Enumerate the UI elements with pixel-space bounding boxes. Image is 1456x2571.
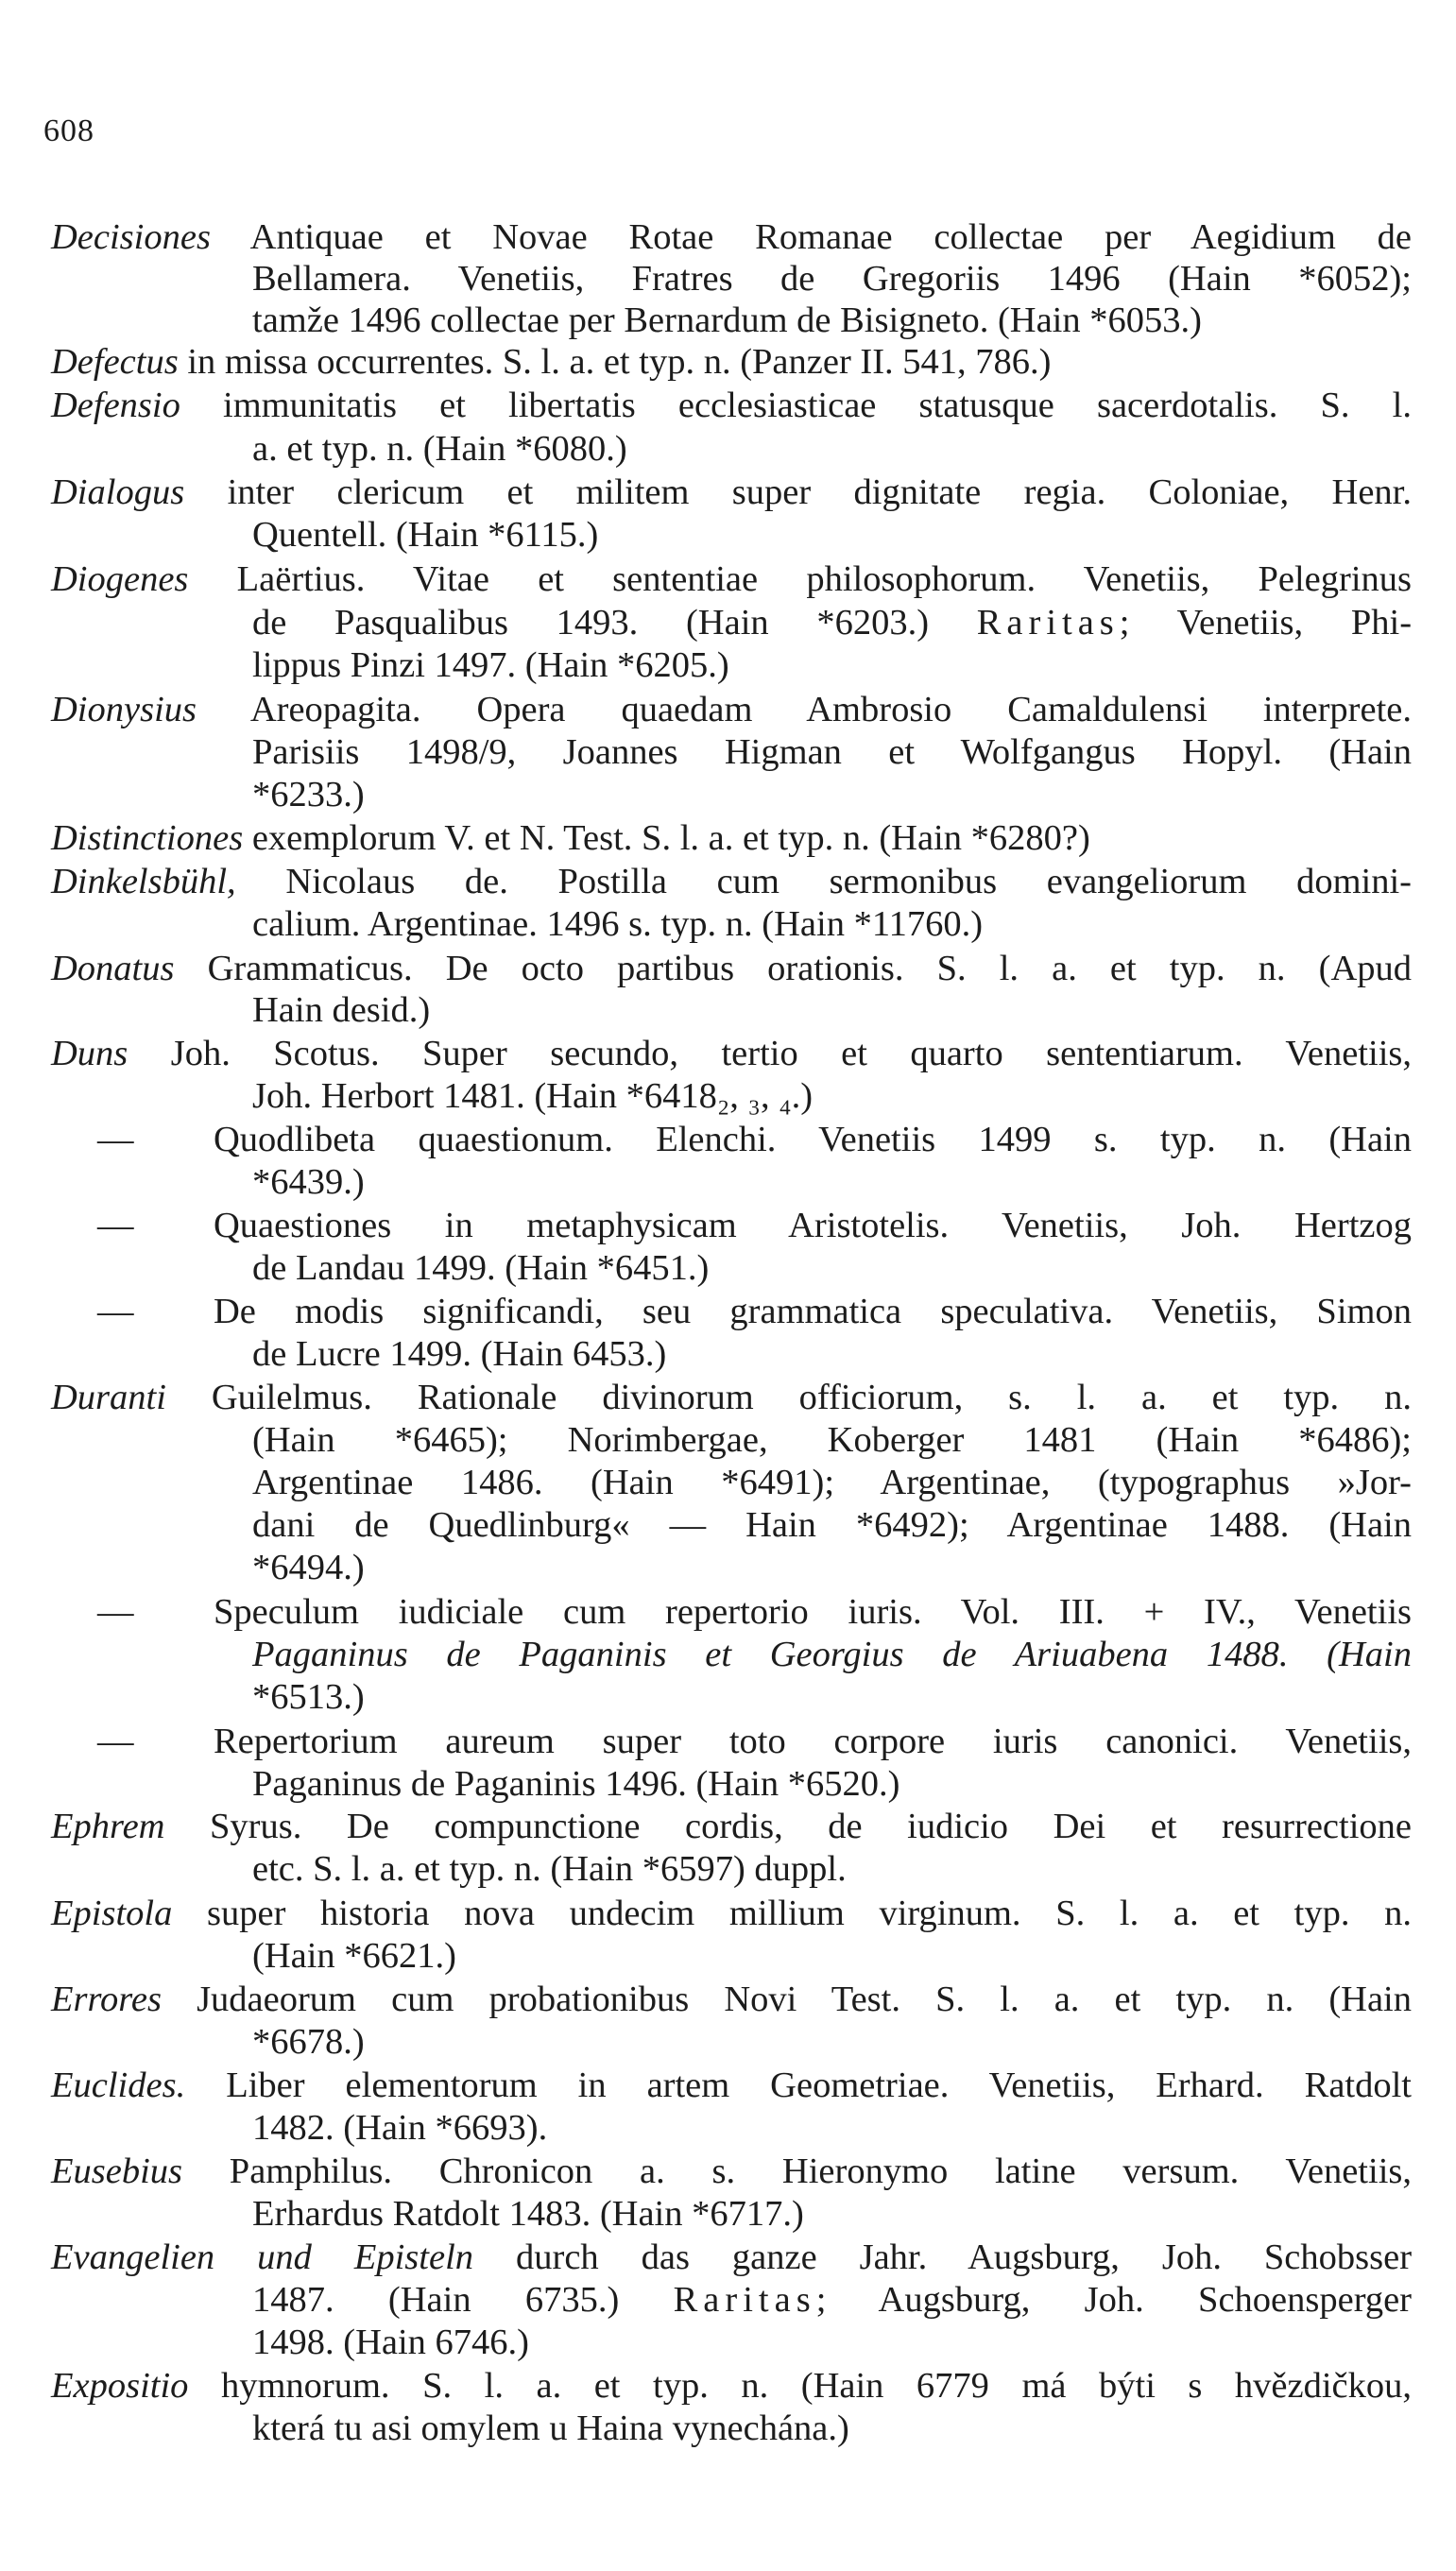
entry-text: Pamphilus. Chronicon a. s. Hieronymo latine versum. Venetiis, — [229, 2151, 1412, 2191]
entry-line: Speculum iudiciale cum repertorio iuris. Vol. III. + IV., Venetiis — [214, 1592, 1412, 1632]
entry-heading: Donatus — [51, 949, 175, 988]
entry-line: Erhardus Ratdolt 1483. (Hain *6717.) — [252, 2194, 804, 2234]
entry-text: Guilelmus. Rationale divinorum officiorum, s. l. a. et typ. n. — [211, 1378, 1412, 1417]
entry-heading: Dialogus — [51, 472, 185, 512]
entry-line — [252, 601, 1412, 644]
entry-first-line — [51, 947, 1412, 990]
entry-heading: Eusebius — [51, 2151, 183, 2191]
entry-line: *6233.) — [252, 775, 365, 814]
entry-line: 1498. (Hain 6746.) — [252, 2322, 529, 2362]
entry-heading: Duns — [51, 1034, 128, 1073]
entry-first-line — [51, 1892, 1412, 1935]
entry-heading: Diogenes — [51, 559, 189, 599]
entry-text: Liber elementorum in artem Geometriae. Venetiis, Erhard. Ratdolt — [226, 2065, 1413, 2105]
entry-line: dani de Quedlinburg« — Hain *6492); Argentinae 1488. (Hain — [252, 1505, 1412, 1545]
entry-text: Judaeorum cum probationibus Novi Test. S. l. a. et typ. n. (Hain — [197, 1980, 1413, 2019]
entry-line: tamže 1496 collectae per Bernardum de Bisigneto. (Hain *6053.) — [252, 300, 1202, 340]
entry-line: Paganinus de Paganinis 1496. (Hain *6520.) — [252, 1764, 900, 1804]
entry-first-line — [51, 1032, 1412, 1075]
entry-heading: Evangelien und Episteln — [51, 2237, 474, 2277]
entry-line: De modis significandi, seu grammatica speculativa. Venetiis, Simon — [214, 1292, 1412, 1331]
entry-first-line — [51, 2364, 1412, 2408]
raritas-mark: Raritas — [976, 603, 1120, 643]
entry-heading: Expositio — [51, 2366, 189, 2406]
entry-first-line — [51, 816, 1090, 860]
entry-first-line — [51, 384, 1412, 427]
entry-line: calium. Argentinae. 1496 s. typ. n. (Hain *11760.) — [252, 904, 984, 944]
entry-line: a. et typ. n. (Hain *6080.) — [252, 429, 627, 469]
entry-first-line — [51, 688, 1412, 731]
entry-line: *6439.) — [252, 1162, 365, 1202]
entry-heading: Ephrem — [51, 1807, 165, 1846]
ditto-dash: — — [97, 1206, 134, 1245]
entry-text: ; Augsburg, Joh. Schoensperger — [815, 2280, 1412, 2320]
entry-first-line — [51, 471, 1412, 514]
entry-line: *6494.) — [252, 1548, 365, 1587]
entry-line: *6678.) — [252, 2022, 365, 2062]
entry-line: Bellamera. Venetiis, Fratres de Gregoriis 1496 (Hain *6052); — [252, 259, 1412, 299]
entry-line: Quodlibeta quaestionum. Elenchi. Venetiis 1499 s. typ. n. (Hain — [214, 1120, 1412, 1159]
entry-line: Parisiis 1498/9, Joannes Higman et Wolfgangus Hopyl. (Hain — [252, 732, 1412, 772]
entry-text: in missa occurrentes. S. l. a. et typ. n. (Panzer II. 541, 786.) — [187, 342, 1052, 382]
entry-text: Nicolaus de. Postilla cum sermonibus evangeliorum domini- — [285, 862, 1412, 901]
entry-text: Joh. Scotus. Super secundo, tertio et quarto sententiarum. Venetiis, — [170, 1034, 1412, 1073]
entry-line: lippus Pinzi 1497. (Hain *6205.) — [252, 645, 729, 685]
entry-line: (Hain *6465); Norimbergae, Koberger 1481 (Hain *6486); — [252, 1420, 1412, 1460]
ditto-dash: — — [97, 1292, 134, 1331]
entry-text: immunitatis et libertatis ecclesiasticae statusque sacerdotalis. S. l. — [223, 386, 1412, 425]
entry-heading: Errores — [51, 1980, 162, 2019]
entry-line: Quaestiones in metaphysicam Aristotelis. Venetiis, Joh. Hertzog — [214, 1206, 1412, 1245]
entry-first-line — [51, 340, 1051, 384]
entry-text: hymnorum. S. l. a. et typ. n. (Hain 6779 má býti s hvězdičkou, — [220, 2366, 1413, 2406]
entry-line: etc. S. l. a. et typ. n. (Hain *6597) duppl. — [252, 1849, 847, 1889]
entry-line: Joh. Herbort 1481. (Hain *6418₂, ₃, ₄.) — [252, 1076, 814, 1116]
entry-text: inter clericum et militem super dignitate regia. Coloniae, Henr. — [227, 472, 1413, 512]
entry-first-line — [51, 2150, 1412, 2193]
ditto-dash: — — [97, 1120, 134, 1159]
entry-text: super historia nova undecim millium virginum. S. l. a. et typ. n. — [207, 1894, 1412, 1933]
entry-line: *6513.) — [252, 1677, 365, 1717]
entry-first-line — [51, 2064, 1412, 2107]
entry-text: Laërtius. Vitae et sententiae philosophorum. Venetiis, Pelegrinus — [236, 559, 1413, 599]
entry-heading: Epistola — [51, 1894, 173, 1933]
entry-heading: Dinkelsbühl, — [51, 862, 236, 901]
entry-text: exemplorum V. et N. Test. S. l. a. et typ. n. (Hain *6280?) — [251, 818, 1090, 858]
entry-heading: Dionysius — [51, 690, 197, 729]
entry-line: (Hain *6621.) — [252, 1936, 456, 1976]
entry-first-line — [51, 1805, 1412, 1848]
entry-text: Antiquae et Novae Rotae Romanae collectae per Aegidium de — [249, 217, 1412, 257]
entry-line: Hain desid.) — [252, 990, 431, 1030]
entry-first-line — [51, 1376, 1412, 1419]
entry-line: de Landau 1499. (Hain *6451.) — [252, 1248, 710, 1288]
raritas-mark: Raritas — [673, 2280, 816, 2320]
page-number: 608 — [43, 113, 94, 148]
entry-heading: Euclides. — [51, 2065, 186, 2105]
entry-line: de Lucre 1499. (Hain 6453.) — [252, 1334, 667, 1374]
ditto-dash: — — [97, 1722, 134, 1761]
entry-heading: Duranti — [51, 1378, 166, 1417]
entry-text: de Pasqualibus 1493. (Hain *6203.) — [252, 603, 930, 643]
entry-text: durch das ganze Jahr. Augsburg, Joh. Schobsser — [516, 2237, 1413, 2277]
entry-line: která tu asi omylem u Haina vynechána.) — [252, 2408, 849, 2448]
entry-first-line — [51, 860, 1412, 903]
entry-text: Areopagita. Opera quaedam Ambrosio Camaldulensi interprete. — [249, 690, 1412, 729]
entry-text: Syrus. De compunctione cordis, de iudicio Dei et resurrectione — [210, 1807, 1412, 1846]
entry-heading: Decisiones — [51, 217, 211, 257]
entry-text: ; Venetiis, Phi- — [1119, 603, 1413, 643]
entry-heading: Defensio — [51, 386, 180, 425]
entry-heading: Distinctiones — [51, 818, 244, 858]
entry-text: Grammaticus. De octo partibus orationis. S. l. a. et typ. n. (Apud — [207, 949, 1413, 988]
entry-line: 1482. (Hain *6693). — [252, 2108, 548, 2148]
entry-first-line — [51, 2236, 1412, 2279]
entry-line: Argentinae 1486. (Hain *6491); Argentinae, (typographus »Jor- — [252, 1463, 1412, 1502]
entry-heading: Defectus — [51, 342, 179, 382]
entry-first-line — [51, 215, 1412, 259]
ditto-dash: — — [97, 1592, 134, 1632]
entry-line: Repertorium aureum super toto corpore iuris canonici. Venetiis, — [214, 1722, 1412, 1761]
entry-line — [252, 2278, 1412, 2322]
entry-first-line — [51, 557, 1412, 601]
entry-first-line — [51, 1978, 1412, 2021]
entry-line: Quentell. (Hain *6115.) — [252, 515, 599, 555]
entry-text: 1487. (Hain 6735.) — [252, 2280, 620, 2320]
entry-line: Paganinus de Paganinis et Georgius de Ariuabena 1488. (Hain — [252, 1635, 1412, 1674]
